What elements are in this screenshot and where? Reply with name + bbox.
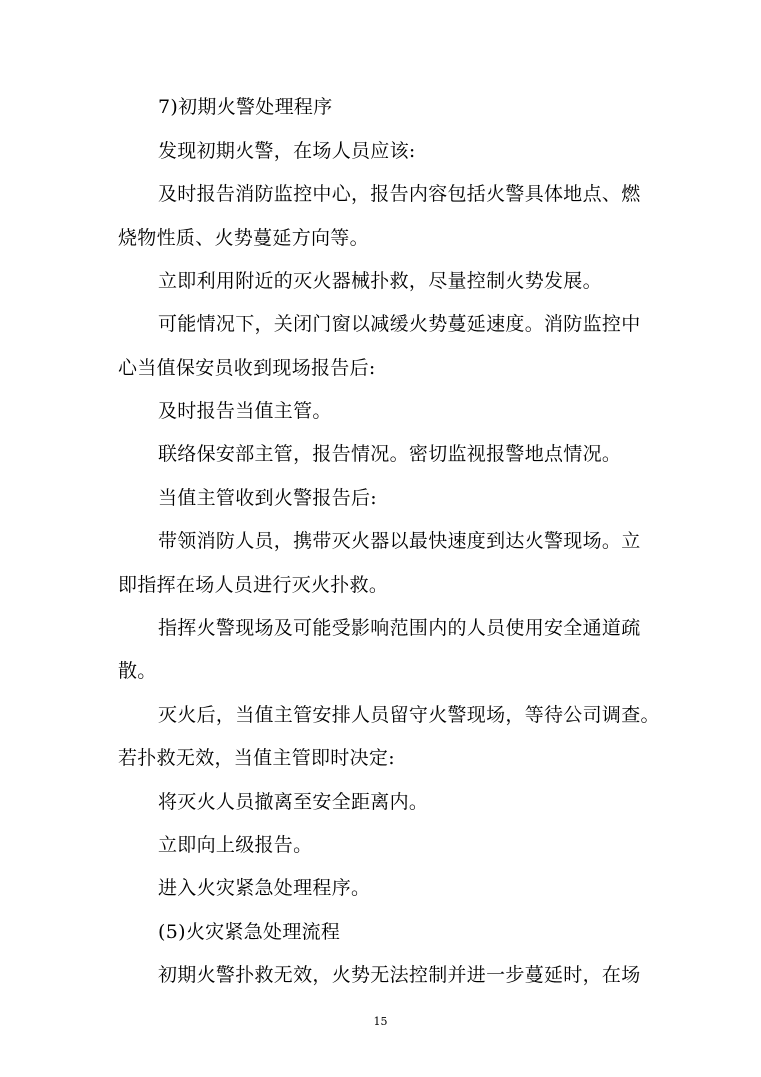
section-heading-fire-emergency: (5)火灾紧急处理流程 [158, 921, 341, 943]
paragraph-line: 立即向上级报告。 [158, 834, 313, 856]
paragraph-line: 初期火警扑救无效，火势无法控制并进一步蔓延时，在场 [158, 964, 641, 986]
paragraph-line: 进入火灾紧急处理程序。 [158, 877, 371, 899]
paragraph-line: 即指挥在场人员进行灭火扑救。 [118, 574, 389, 596]
page-number: 15 [373, 1015, 388, 1028]
section-heading-initial-fire-alarm: 7)初期火警处理程序 [158, 96, 333, 118]
paragraph-line: 灭火后，当值主管安排人员留守火警现场，等待公司调查。 [158, 704, 660, 726]
paragraph-line: 及时报告消防监控中心，报告内容包括火警具体地点、燃 [158, 183, 641, 205]
paragraph-line: 烧物性质、火势蔓延方向等。 [118, 227, 369, 249]
paragraph-line: 若扑救无效，当值主管即时决定: [118, 747, 395, 769]
paragraph-line: 带领消防人员，携带灭火器以最快速度到达火警现场。立 [158, 530, 641, 552]
paragraph-line: 指挥火警现场及可能受影响范围内的人员使用安全通道疏 [158, 617, 641, 639]
paragraph-line: 心当值保安员收到现场报告后: [118, 357, 376, 379]
paragraph-line: 可能情况下，关闭门窗以减缓火势蔓延速度。消防监控中 [158, 313, 641, 335]
paragraph-line: 及时报告当值主管。 [158, 400, 332, 422]
paragraph-line: 将灭火人员撤离至安全距离内。 [158, 791, 429, 813]
paragraph-line: 散。 [118, 660, 157, 682]
paragraph-line: 当值主管收到火警报告后: [158, 487, 378, 509]
paragraph-line: 发现初期火警，在场人员应该: [158, 140, 416, 162]
paragraph-line: 联络保安部主管，报告情况。密切监视报警地点情况。 [158, 443, 622, 465]
paragraph-line: 立即利用附近的灭火器械扑救，尽量控制火势发展。 [158, 270, 602, 292]
